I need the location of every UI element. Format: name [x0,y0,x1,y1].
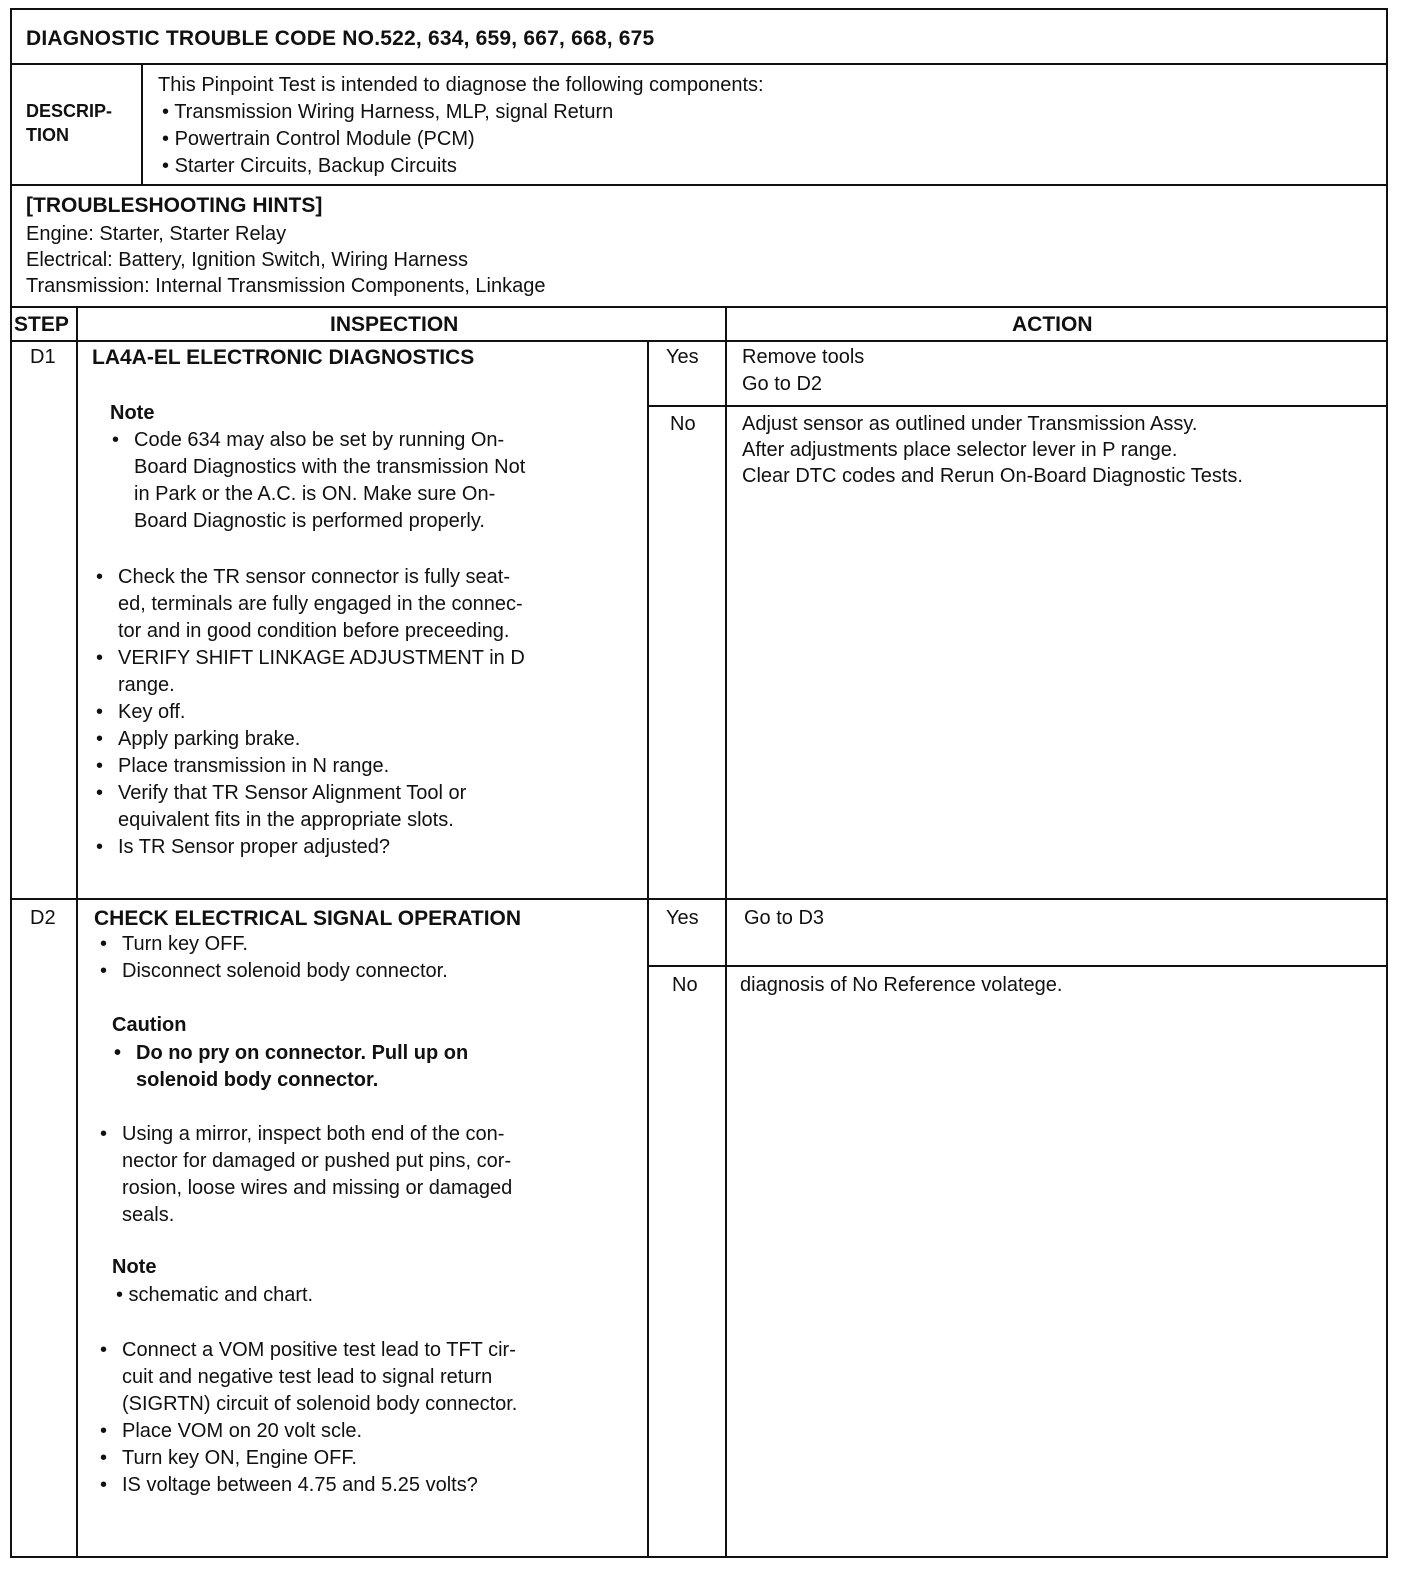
d2-top-list [90,931,645,985]
d2-caution-heading: Caution [112,1014,187,1036]
d1-bullet: • Place transmission in N range. [86,753,646,780]
diagnostic-document [10,8,1388,1558]
table-header-row [12,308,1386,342]
d2-bullet: • Turn key ON, Engine OFF. [90,1445,645,1472]
description-label-cell [12,65,143,184]
d1-note-heading: Note [110,402,155,424]
d1-yes-no-divider [647,405,1388,407]
step-id-d2: D2 [30,907,56,929]
d2-no-action: diagnosis of No Reference volatege. [740,974,1063,996]
description-row [12,65,1386,186]
yes-no-column-divider [647,342,649,1558]
d2-bullet: • Disconnect solenoid body connector. [90,958,645,985]
description-item: Powertrain Control Module (PCM) [174,128,475,150]
description-body: This Pinpoint Test is intended to diagnose the following components: • Transmission Wiring Harness, MLP, signal Return • Powertrain Control Module (PCM) • Starter Circuits, Backup Circuits [158,74,764,177]
d1-bullet: • Is TR Sensor proper adjusted? [86,834,646,861]
d2-yes-label: Yes [666,907,699,929]
description-label-line2: TION [26,125,69,145]
d2-caution-list [104,1040,644,1094]
d1-bullet: • VERIFY SHIFT LINKAGE ADJUSTMENT in D range. [86,645,646,699]
step-column-divider [76,308,78,1558]
title-row [12,10,1386,65]
header-inspection: INSPECTION [330,313,459,336]
description-intro: This Pinpoint Test is intended to diagnose the following components: [158,74,764,96]
d2-yes-no-divider [647,965,1388,967]
header-action: ACTION [1012,313,1093,336]
description-label-line1: DESCRIP- [26,101,113,121]
d1-bullet: • Verify that TR Sensor Alignment Tool or equivalent fits in the appropriate slots. [86,780,646,834]
d2-bullet: • Turn key OFF. [90,931,645,958]
d2-bottom-list [90,1337,645,1499]
d1-bullet: • Key off. [86,699,646,726]
d2-caution-item: • Do no pry on connector. Pull up on solenoid body connector. [104,1040,644,1094]
d2-mirror-list [90,1121,645,1229]
document-title: DIAGNOSTIC TROUBLE CODE NO.522, 634, 659, 667, 668, 675 [26,27,655,50]
d1-inspection-list [86,564,646,861]
hint-line: Engine: Starter, Starter Relay [26,223,287,245]
d2-bullet: • IS voltage between 4.75 and 5.25 volts? [90,1472,645,1499]
d2-note-heading: Note [112,1256,157,1278]
troubleshooting-hints [12,186,1386,308]
d2-no-label: No [672,974,698,996]
d1-d2-divider [12,898,1388,900]
description-item: Transmission Wiring Harness, MLP, signal Return [174,101,614,123]
hint-line: Electrical: Battery, Ignition Switch, Wiring Harness [26,249,469,271]
description-item: Starter Circuits, Backup Circuits [174,155,457,177]
header-step: STEP [14,313,69,336]
d1-title: LA4A-EL ELECTRONIC DIAGNOSTICS [92,346,475,369]
d1-no-label: No [670,413,696,435]
d2-yes-action: Go to D3 [744,907,825,929]
step-id-d1: D1 [30,346,56,368]
d1-bullet: • Check the TR sensor connector is fully seat- ed, terminals are fully engaged in the connec- tor and in good condition before preceeding. [86,564,646,645]
d1-note-list [102,427,647,535]
d2-bullet: • Place VOM on 20 volt scle. [90,1418,645,1445]
d1-yes-label: Yes [666,346,699,368]
d2-note-text: • schematic and chart. [116,1284,314,1306]
d1-no-action: Adjust sensor as outlined under Transmission Assy. After adjustments place selector lever in P range. Clear DTC codes and Rerun On-Board Diagnostic Tests. [742,413,1243,487]
d2-title: CHECK ELECTRICAL SIGNAL OPERATION [94,907,522,930]
d1-yes-action: Remove tools Go to D2 [742,346,865,395]
d2-bullet: • Connect a VOM positive test lead to TFT cir- cuit and negative test lead to signal return (SIGRTN) circuit of solenoid body connector. [90,1337,645,1418]
d1-bullet: • Apply parking brake. [86,726,646,753]
d2-mirror-item: • Using a mirror, inspect both end of the con- nector for damaged or pushed put pins, cor- rosion, loose wires and missing or damaged seals. [90,1121,645,1229]
action-column-divider [725,308,727,1558]
d1-note-item: • Code 634 may also be set by running On- Board Diagnostics with the transmission Not in Park or the A.C. is ON. Make sure On- Board Diagnostic is performed properly. [102,427,647,535]
hint-line: Transmission: Internal Transmission Components, Linkage [26,275,546,297]
hints-heading: [TROUBLESHOOTING HINTS] [26,194,323,217]
